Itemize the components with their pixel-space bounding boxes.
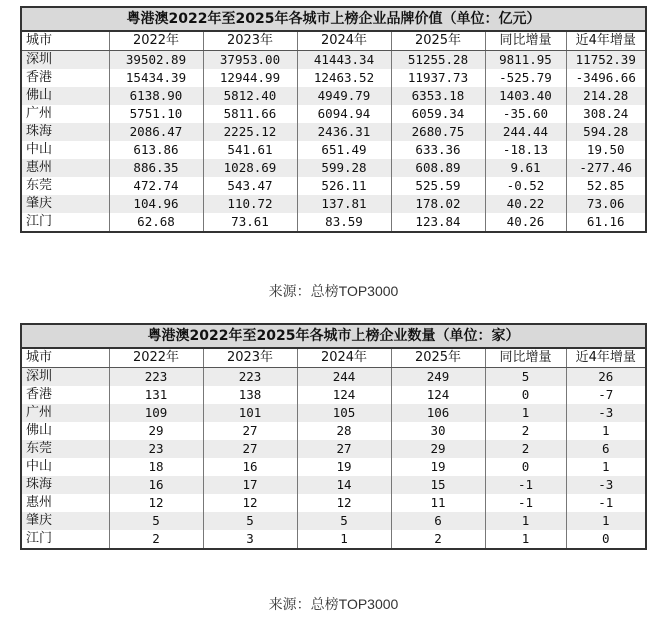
value-cell: 1 xyxy=(297,530,391,549)
city-cell: 广州 xyxy=(21,105,109,123)
city-cell: 肇庆 xyxy=(21,512,109,530)
value-cell: 2 xyxy=(485,440,566,458)
value-cell: 5 xyxy=(485,368,566,387)
value-cell: 16 xyxy=(109,476,203,494)
value-cell: 1 xyxy=(485,512,566,530)
value-cell: 223 xyxy=(203,368,297,387)
column-header: 2022年 xyxy=(109,31,203,51)
value-cell: 244.44 xyxy=(485,123,566,141)
column-header: 2023年 xyxy=(203,31,297,51)
city-cell: 中山 xyxy=(21,458,109,476)
value-cell: 525.59 xyxy=(391,177,485,195)
column-header: 2022年 xyxy=(109,348,203,368)
value-cell: 27 xyxy=(203,422,297,440)
value-cell: 29 xyxy=(109,422,203,440)
value-cell: -35.60 xyxy=(485,105,566,123)
value-cell: 15434.39 xyxy=(109,69,203,87)
table-row xyxy=(21,476,646,494)
value-cell: 214.28 xyxy=(583,88,629,103)
value-cell: 27 xyxy=(203,440,297,458)
value-cell: 12 xyxy=(109,494,203,512)
value-cell: 15 xyxy=(391,476,485,494)
value-cell: -18.13 xyxy=(485,141,566,159)
value-cell: 110.72 xyxy=(203,195,297,213)
value-cell: 594.28 xyxy=(583,124,629,139)
value-cell: 5 xyxy=(297,512,391,530)
table-row xyxy=(21,51,646,70)
value-cell: 2 xyxy=(485,422,566,440)
brand-value-table-block xyxy=(20,6,645,233)
value-cell: 30 xyxy=(391,422,485,440)
column-header: 同比增量 xyxy=(485,31,566,51)
value-cell: 19 xyxy=(391,458,485,476)
city-cell: 广州 xyxy=(21,404,109,422)
value-cell: 5 xyxy=(203,512,297,530)
table-row xyxy=(21,213,646,232)
value-cell: 9.61 xyxy=(485,159,566,177)
column-header: 近4年增量 xyxy=(566,31,646,51)
value-cell: 1 xyxy=(601,513,610,528)
value-cell: 73.61 xyxy=(203,213,297,232)
value-cell: 123.84 xyxy=(391,213,485,232)
city-cell: 中山 xyxy=(21,141,109,159)
value-cell: 5812.40 xyxy=(203,87,297,105)
value-cell: 5751.10 xyxy=(109,105,203,123)
value-cell: 1 xyxy=(485,530,566,549)
table-row xyxy=(21,105,646,123)
value-cell: 106 xyxy=(391,404,485,422)
value-cell: 651.49 xyxy=(297,141,391,159)
value-cell: 52.85 xyxy=(586,178,625,193)
value-cell: 1 xyxy=(485,404,566,422)
value-cell: 541.61 xyxy=(203,141,297,159)
column-header-city: 城市 xyxy=(21,31,109,51)
table-body xyxy=(21,51,646,233)
column-header: 2023年 xyxy=(203,348,297,368)
table-header-row xyxy=(21,31,646,51)
table-row xyxy=(21,195,646,213)
value-cell: -525.79 xyxy=(485,69,566,87)
value-cell: 101 xyxy=(203,404,297,422)
value-cell: 61.16 xyxy=(586,214,625,229)
value-cell: 9811.95 xyxy=(485,51,566,70)
table-row xyxy=(21,87,646,105)
value-cell: 26 xyxy=(598,369,614,384)
city-cell: 东莞 xyxy=(21,440,109,458)
table-row xyxy=(21,494,646,512)
value-cell: 137.81 xyxy=(297,195,391,213)
table-row xyxy=(21,530,646,549)
company-count-table-block xyxy=(20,323,645,550)
value-cell: 40.22 xyxy=(485,195,566,213)
value-cell: 18 xyxy=(109,458,203,476)
city-cell: 深圳 xyxy=(21,368,109,387)
company-count-table xyxy=(20,323,647,550)
value-cell: 40.26 xyxy=(485,213,566,232)
value-cell: 16 xyxy=(203,458,297,476)
value-cell: 2225.12 xyxy=(203,123,297,141)
value-cell: -277.46 xyxy=(579,160,633,175)
value-cell: 886.35 xyxy=(109,159,203,177)
value-cell: 2 xyxy=(391,530,485,549)
value-cell: 4949.79 xyxy=(297,87,391,105)
value-cell: 2086.47 xyxy=(109,123,203,141)
value-cell: 608.89 xyxy=(391,159,485,177)
value-cell: 178.02 xyxy=(391,195,485,213)
value-cell: -3496.66 xyxy=(575,70,636,85)
value-cell: 62.68 xyxy=(109,213,203,232)
value-cell: 12944.99 xyxy=(203,69,297,87)
value-cell: 131 xyxy=(109,386,203,404)
value-cell: 124 xyxy=(391,386,485,404)
value-cell: -1 xyxy=(485,476,566,494)
value-cell: 124 xyxy=(297,386,391,404)
value-cell: 19 xyxy=(297,458,391,476)
value-cell: 1 xyxy=(601,459,610,474)
value-cell: 223 xyxy=(109,368,203,387)
company-count-table-title: 粤港澳2022年至2025年各城市上榜企业数量（单位：家） xyxy=(20,323,647,347)
city-cell: 东莞 xyxy=(21,177,109,195)
value-cell: 0 xyxy=(485,386,566,404)
column-header: 同比增量 xyxy=(485,348,566,368)
value-cell: 6 xyxy=(391,512,485,530)
value-cell: 472.74 xyxy=(109,177,203,195)
table-row xyxy=(21,123,646,141)
value-cell: 543.47 xyxy=(203,177,297,195)
brand-value-table xyxy=(20,6,647,233)
table-row xyxy=(21,440,646,458)
value-cell: 3 xyxy=(203,530,297,549)
value-cell: 599.28 xyxy=(297,159,391,177)
brand-value-table-title: 粤港澳2022年至2025年各城市上榜企业品牌价值（单位：亿元） xyxy=(20,6,647,30)
value-cell: 11752.39 xyxy=(575,52,636,67)
city-cell: 珠海 xyxy=(21,123,109,141)
value-cell: 12 xyxy=(203,494,297,512)
source-note: 来源：总榜TOP3000 xyxy=(268,283,399,299)
table-row xyxy=(21,458,646,476)
column-header: 2024年 xyxy=(297,31,391,51)
column-header: 2025年 xyxy=(391,348,485,368)
value-cell: 6138.90 xyxy=(109,87,203,105)
table-row xyxy=(21,512,646,530)
source-note: 来源：总榜TOP3000 xyxy=(268,596,399,612)
value-cell: 83.59 xyxy=(297,213,391,232)
value-cell: 109 xyxy=(109,404,203,422)
city-cell: 佛山 xyxy=(21,87,109,105)
value-cell: 308.24 xyxy=(583,106,629,121)
value-cell: 526.11 xyxy=(297,177,391,195)
table-row xyxy=(21,422,646,440)
value-cell: -1 xyxy=(485,494,566,512)
value-cell: 12 xyxy=(297,494,391,512)
value-cell: 12463.52 xyxy=(297,69,391,87)
value-cell: 19.50 xyxy=(586,142,625,157)
table-row xyxy=(21,141,646,159)
value-cell: 23 xyxy=(109,440,203,458)
value-cell: 138 xyxy=(203,386,297,404)
column-header: 2025年 xyxy=(391,31,485,51)
value-cell: 17 xyxy=(203,476,297,494)
value-cell: -3 xyxy=(598,405,614,420)
value-cell: 5811.66 xyxy=(203,105,297,123)
value-cell: 41443.34 xyxy=(297,51,391,70)
value-cell: 2436.31 xyxy=(297,123,391,141)
column-header: 2024年 xyxy=(297,348,391,368)
value-cell: 6 xyxy=(601,441,610,456)
value-cell: 2680.75 xyxy=(391,123,485,141)
value-cell: 27 xyxy=(297,440,391,458)
city-cell: 香港 xyxy=(21,386,109,404)
city-cell: 江门 xyxy=(21,213,109,232)
value-cell: 0 xyxy=(601,531,610,546)
value-cell: 28 xyxy=(297,422,391,440)
table-body xyxy=(21,368,646,550)
value-cell: 244 xyxy=(297,368,391,387)
value-cell: 37953.00 xyxy=(203,51,297,70)
value-cell: -7 xyxy=(598,387,614,402)
value-cell: 1 xyxy=(601,423,610,438)
value-cell: 39502.89 xyxy=(109,51,203,70)
column-header: 近4年增量 xyxy=(566,348,646,368)
value-cell: 1403.40 xyxy=(485,87,566,105)
value-cell: 6059.34 xyxy=(391,105,485,123)
value-cell: 51255.28 xyxy=(391,51,485,70)
city-cell: 珠海 xyxy=(21,476,109,494)
city-cell: 肇庆 xyxy=(21,195,109,213)
value-cell: 633.36 xyxy=(391,141,485,159)
city-cell: 惠州 xyxy=(21,159,109,177)
value-cell: 249 xyxy=(391,368,485,387)
value-cell: 613.86 xyxy=(109,141,203,159)
value-cell: 14 xyxy=(297,476,391,494)
value-cell: -0.52 xyxy=(485,177,566,195)
value-cell: 11937.73 xyxy=(391,69,485,87)
table-row xyxy=(21,159,646,177)
table-row xyxy=(21,69,646,87)
city-cell: 佛山 xyxy=(21,422,109,440)
table-row xyxy=(21,177,646,195)
value-cell: 73.06 xyxy=(586,196,625,211)
table-header-row xyxy=(21,348,646,368)
table-row xyxy=(21,386,646,404)
city-cell: 香港 xyxy=(21,69,109,87)
city-cell: 深圳 xyxy=(21,51,109,70)
table-row xyxy=(21,368,646,387)
value-cell: 6094.94 xyxy=(297,105,391,123)
city-cell: 惠州 xyxy=(21,494,109,512)
column-header-city: 城市 xyxy=(21,348,109,368)
value-cell: 5 xyxy=(109,512,203,530)
table-row xyxy=(21,404,646,422)
value-cell: 2 xyxy=(109,530,203,549)
value-cell: -3 xyxy=(598,477,614,492)
value-cell: 11 xyxy=(391,494,485,512)
value-cell: 104.96 xyxy=(109,195,203,213)
value-cell: 1028.69 xyxy=(203,159,297,177)
value-cell: 105 xyxy=(297,404,391,422)
value-cell: -1 xyxy=(598,495,614,510)
value-cell: 29 xyxy=(391,440,485,458)
value-cell: 0 xyxy=(485,458,566,476)
city-cell: 江门 xyxy=(21,530,109,549)
value-cell: 6353.18 xyxy=(391,87,485,105)
